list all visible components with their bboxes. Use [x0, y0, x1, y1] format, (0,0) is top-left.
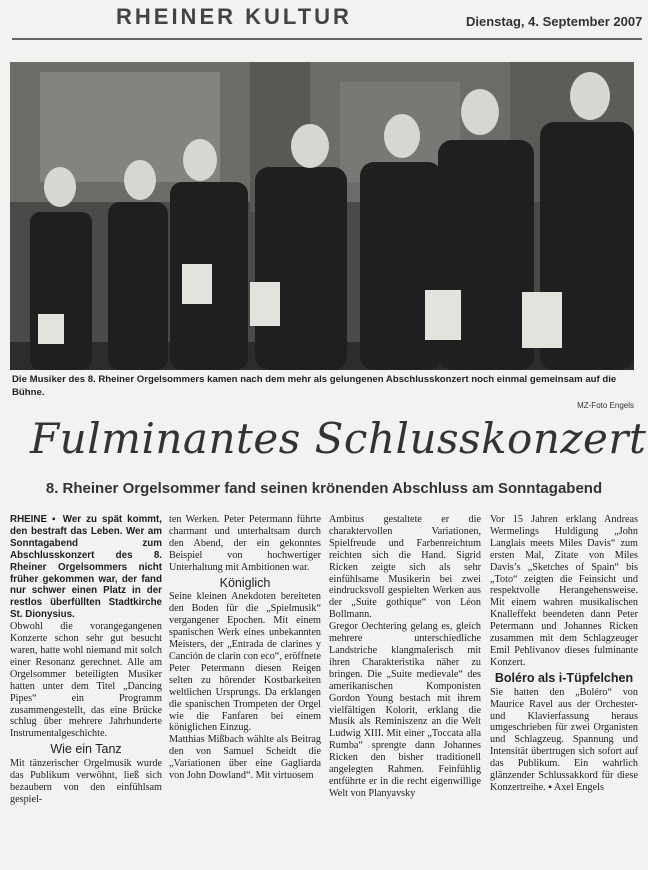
body-paragraph: Gregor Oechtering gelang es, gleich mehrere unterschiedliche Landstriche klangmalerisch mit ihren Charakteristika näher zu bringen. Die „Suite medievale“ des amerikanischen Komponisten Gordon Young bestach mit ihrem vielfältigen Kolorit, erklang die Musik als Reminiszenz an die Welt Ludwig XIII. Mit einer „Toccata alla Rumba“ sprengte dann Johannes Ricken den bisher traditionell angelegten Rahmen. Feinfühlig entführte er in die recht eigenwillige Welt von Planyavsky — [329, 621, 481, 799]
header-rule — [12, 38, 642, 40]
photo-caption: Die Musiker des 8. Rheiner Orgelsommers kamen nach dem mehr als gelungenen Abschlusskonzert noch einmal gemeinsam auf die Bühne. — [12, 374, 617, 398]
body-paragraph: Mit tänzerischer Orgelmusik wurde das Publikum verwöhnt, ließ sich bezaubern von den einfühlsam gespiel- — [10, 758, 162, 805]
article-column-1 — [10, 514, 162, 806]
body-paragraph: Seine kleinen Anekdoten bereiteten den Boden für die „Spielmusik“ vergangener Epochen. Mit einem spanischen Werk eines unbekannten Meisters, der „Entrada de clarines y Canción de clarin con eco“, eröffnete Peter Petermann diesen Reigen selten zu hörender Kostbarkeiten weltlichen Ursprungs. Da erklangen die spanischen Trompeten der Orgel wie die Fanfaren bei einem königlichen Einzug. — [169, 591, 321, 734]
body-paragraph: Ambitus gestaltete er die charaktervollen Variationen, Spielfreude und Farbenreichtum reichten sich die Hand. Sigrid Ricken zeigte sich als sehr einfühlsame Musikerin bei zwei eindrucksvoll gespielten Werken aus der „Suite gothique“ von Léon Bollmann. — [329, 514, 481, 621]
page-header — [0, 0, 648, 44]
body-paragraph: ten Werken. Peter Petermann führte charmant und unterhaltsam durch den Abend, der ein gekonntes Beispiel von hochwertiger Unterhaltung mit Ambitionen war. — [169, 514, 321, 573]
section-subhead: Wie ein Tanz — [50, 742, 122, 757]
issue-date: Dienstag, 4. September 2007 — [466, 14, 643, 29]
section-subhead: Boléro als i-Tüpfelchen — [494, 670, 634, 685]
lead-paragraph: RHEINE ▪ Wer zu spät kommt, den bestraft das Leben. Wer am Sonntagabend zum Abschlusskonzert des 8. Rheiner Orgelsommers nicht früher gekommen war, der fand nur schwer einen Platz in der restlos überfüllten Stadtkirche St. Dionysius. — [10, 514, 162, 621]
body-paragraph: Sie hatten den „Boléro“ von Maurice Ravel aus der Orchester- und Klavierfassung heraus umgeschrieben für zwei Organisten und Schlagzeug. Spannung und Intensität übertrugen sich sofort auf das Publikum. Ein wahrlich glänzender Schlussakkord für diese Konzertreihe. ▪ Axel Engels — [490, 686, 638, 793]
article-column-4 — [490, 514, 638, 794]
article-column-3 — [329, 514, 481, 800]
photo-credit: MZ-Foto Engels — [577, 401, 634, 410]
body-paragraph: Vor 15 Jahren erklang Andreas Wermelings Huldigung „John Langlais meets Miles Davis“ zum ersten Mal, Zitate von Miles Davis’s „Sketches of Spain“ bis „Toto“ zeigten die Feinsicht und respektvolle Herangehensweise. Mit einem wahren musikalischen Knalleffekt beendeten dann Peter Petermann und Johannes Ricken zusammen mit dem Schlagzeuger Emil Pehlivanov dieses fulminante Konzert. — [490, 514, 638, 668]
article-column-2 — [169, 514, 321, 782]
group-photo — [10, 62, 634, 370]
body-paragraph: Matthias Mißbach wählte als Beitrag den von Samuel Scheidt die „Variationen über eine Gagliarda von John Dowland“. Mit virtuosem — [169, 734, 321, 782]
group-photo-illustration — [10, 62, 634, 370]
article-subheadline: 8. Rheiner Orgelsommer fand seinen krönenden Abschluss am Sonntagabend — [45, 480, 603, 497]
section-subhead: Königlich — [219, 575, 271, 590]
masthead: RHEINER KULTUR — [116, 4, 352, 29]
article-headline: Fulminantes Schlusskonzert — [30, 414, 647, 463]
body-paragraph: Obwohl die vorangegangenen Konzerte schon sehr gut besucht waren, hatte wohl niemand mit solch einer Resonanz gerechnet. Alle am Orgelsommer beteiligten Musiker hatten unter dem Titel „Dancing Pipes“ ein Programm zusammengestellt, das eine Brücke schlug über mehrere Jahrhunderte Instrumentalgeschichte. — [10, 621, 162, 740]
